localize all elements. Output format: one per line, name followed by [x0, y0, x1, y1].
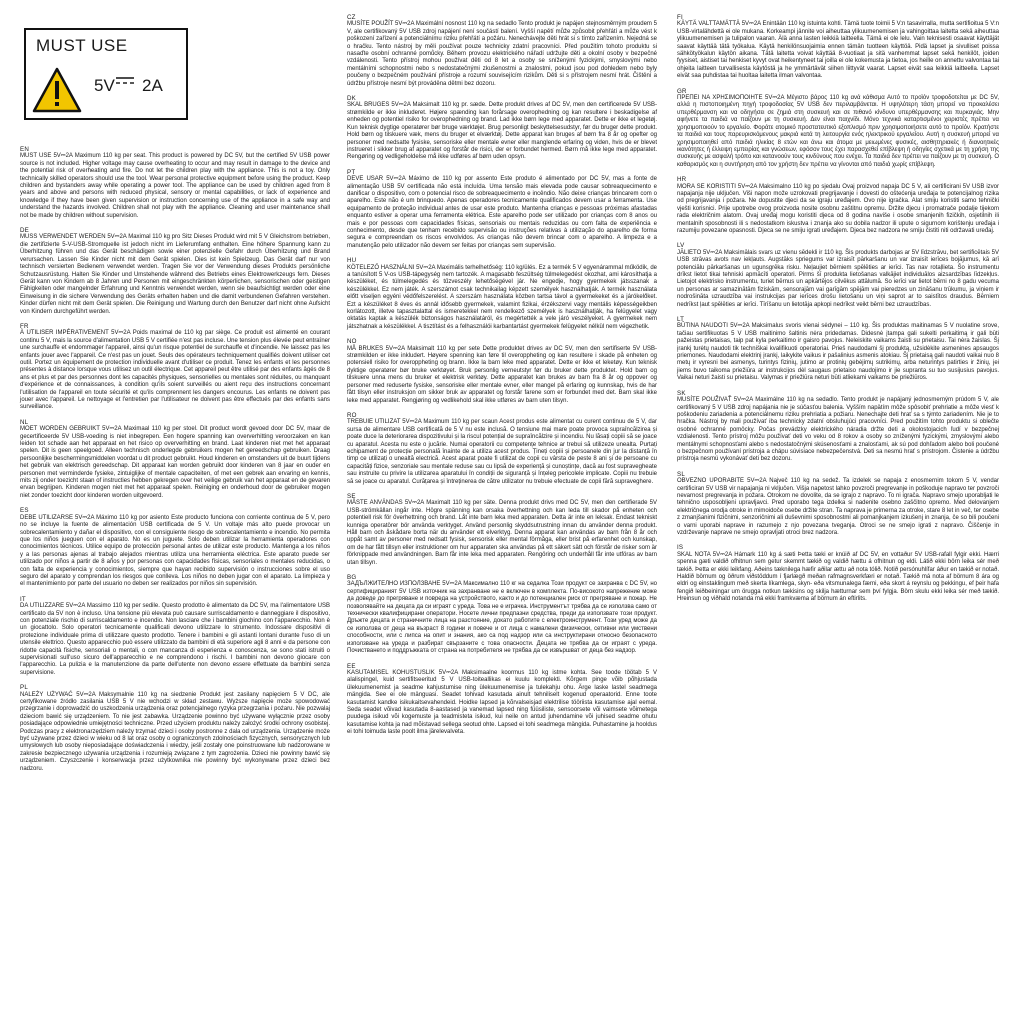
language-code: SK [677, 389, 686, 397]
language-code: PT [347, 168, 356, 176]
language-code: ES [20, 507, 29, 515]
warning-text: ΠΡΕΠΕΙ ΝΑ ΧΡΗΣΙΜΟΠΟΙΗΤΕ 5V⎓2A Μέγιστο βάρος 110 kg ανά κάθισμα Αυτό το προϊόν τροφοδοτείται με DC 5V, αλλά η πιστοποιημένη πηγή τροφοδοσίας 5V USB δεν περιλαμβάνεται. Η υψηλότερη τάση μπορεί να προκαλέσει υπερθέρμανση και να οδηγήσει σε ζημιά στη συσκευή και σε πιθανό κίνδυνο υπερθέρμανσης και πυρκαγιάς. Μην αφήνετε τα παιδιά να παίζουν με τη συσκευή. Δεν είναι παιχνίδι. Μόνο τεχνικά καταρτισμένοι χειριστές πρέπει να χρησιμοποιούν το εργαλείο. Φοράτε ατομικό προστατευτικό εξοπλισμό πριν χρησιμοποιήσετε αυτό το προϊόν. Κρατήστε τα παιδιά και τους παρευρισκόμενους μακριά κατά τη λειτουργία ενός ηλεκτρικού εργαλείου. Αυτή η συσκευή μπορεί να χρησιμοποιηθεί από παιδιά ηλικίας 8 ετών και άνω και άτομα με μειωμένες φυσικές, αισθητηριακές ή διανοητικές ικανότητες ή έλλειψη εμπειρίας και γνώσεων, εφόσον τους έχει παρασχεθεί επίβλεψη ή οδηγίες σχετικά με τη χρήση της συσκευής με ασφαλή τρόπο και κατανοούν τους κινδύνους που ενέχει. Τα παιδιά δεν πρέπει να παίζουν με τη συσκευή. Ο καθαρισμός και η συντήρηση από τον χρήστη δεν πρέπει να γίνονται από παιδιά χωρίς επίβλεψη. [677, 95, 1000, 168]
warning-text: TREBUIE UTILIZAT 5V⎓2A Maximum 110 kg per scaun Acest produs este alimentat cu curent continuu de 5 V, dar sursa de alimentare USB certificată de 5 V nu este inclusă. O tensiune mai mare poate provoca supraîncălzirea și poate duce la deteriorarea dispozitivului și la riscul potențial de supraîncălzire și incendiu. Nu lăsați copiii să se joace cu aparatul. Acesta nu este o jucărie. Numai operatorii cu competențe tehnice ar trebui să utilizeze unealta. Purtați echipament de protecție personală înainte de a utiliza acest produs. Țineți copiii și persoanele din jur la distanță în timp ce utilizați o unealtă electrică. Acest aparat poate fi utilizat de copii cu vârsta de peste 8 ani și de persoane cu capacități fizice, senzoriale sau mentale reduse sau cu lipsă de experiență și cunoștințe, dacă au fost supravegheate sau instruite cu privire la utilizarea aparatului în condiții de siguranță și înțeleg pericolele implicate. Copiii nu trebuie să se joace cu aparatul. Curățarea și întreținerea de către utilizator nu trebuie efectuate de copii fără supraveghere. [347, 419, 657, 485]
language-code: PL [20, 684, 28, 692]
warning-section-ro [347, 412, 657, 486]
language-code: GR [677, 87, 687, 95]
warning-text: DA UTILIZZARE 5V⎓2A Massimo 110 kg per sedile. Questo prodotto è alimentato da DC 5V, ma l'alimentatore USB certificato da 5V non è incluso. Una tensione più elevata può causare surriscaldamento e danneggiare il dispositivo, con potenziale rischio di surriscaldamento e incendio. Non lasciare che i bambini giochino con l'apparecchio. Non è un giocattolo. Solo operatori tecnicamente qualificati devono utilizzare lo strumento. Indossare dispositivi di protezione individuale prima di utilizzare questo prodotto. Tenere i bambini e gli astanti lontani durante l'uso di un utensile elettrico. Questo apparecchio può essere utilizzato da bambini di età superiore agli 8 anni e da persone con ridotte capacità fisiche, sensoriali o mentali, o con mancanza di esperienza e conoscenza, se sono stati istruiti o supervisionati sull'uso sicuro dell'apparecchio e ne comprendono i rischi. I bambini non devono giocare con l'apparecchio. La pulizia e la manutenzione da parte dell'utente non devono essere effettuate da bambini senza supervisione. [20, 603, 330, 676]
warning-text: OBVEZNO UPORABITE 5V⎓2A Največ 110 kg na sedež. Ta izdelek se napaja z enosmernim tokom 5 V, vendar certificiran 5V USB vir napajanja ni vključen. Višja napetost lahko povzroči pregrevanje in poškoduje napravo ter povzroči nevarnost pregrevanja in požara. Otrokom ne dovolite, da se igrajo z napravo. To ni igrača. Napravo smejo uporabljati le tehnično usposobljeni upravljavci. Pred uporabo tega izdelka si nadenite osebno zaščitno opremo. Med delovanjem električnega orodja otroke in mimoidoče osebe držite stran. Ta naprava je primerna za otroke, stare 8 let in več, ter osebe z zmanjšanimi fizičnimi, senzoričnimi ali duševnimi sposobnostmi ali pomanjkanjem izkušenj in znanja, če so bili poučeni o varni uporabi naprave in razumejo z njo povezana tveganja. Otroci se ne smejo igrati z napravo. Čiščenje in vzdrževanje naprave ne smejo opravljati otroci brez nadzora. [677, 478, 999, 536]
warning-section-sk [677, 390, 999, 464]
warning-text: SKAL NOTA 5V⎓2A Hámark 110 kg á sæti Þetta tæki er knúið af DC 5V, en vottaður 5V USB-rafall fylgir ekki. Hærri spenna gæti valdið ofhitnun sem getur skemmt tækið og valdið hættu á ofhitnun og eldi. Látið ekki börn leika sér með tækið. Þetta er ekki leikfang. Aðeins tæknilega hæfir aðilar ættu að nota tólið. Notið persónuhlífar áður en tækið er notað. Haldið börnum og öðrum viðstöddum í fjarlægð meðan rafmagnsverkfæri er notað. Tækið má nota af börnum 8 ára og eldri og einstaklingum með skerta líkamlega, skyn- eða vitsmunalega færni, eða skort á reynslu og þekkingu, ef þeir hafa fengið leiðbeiningar um örugga notkun tækisins og skilja hætturnar sem því fylgja. Börn skulu ekki leika sér með tækið. Hreinsun og viðhald notanda má ekki framkvæma af börnum án eftirlits. [677, 551, 999, 603]
warning-section-de [20, 227, 330, 316]
warning-section-hr [677, 176, 999, 235]
warning-section-gr [677, 88, 999, 169]
text-column-1 [20, 146, 330, 780]
warning-section-dk [347, 95, 657, 162]
language-code: HR [677, 176, 687, 184]
warning-section-se [347, 493, 657, 567]
language-code: EE [347, 662, 356, 670]
language-code: HU [347, 257, 357, 265]
warning-text: BŪTINA NAUDOTI 5V⎓2A Maksimalus svoris vienai sėdynei – 110 kg. Šis produktas maitinamas 5 V nuolatine srove, tačiau sertifikuotas 5 V USB maitinimo šaltinis nėra pridedamas. Didesnė įtampa gali sukelti perkaitimą ir gali būti pažeistas prietaisas, taip pat kyla perkaitimo ir gaisro pavojus. Neleiskite vaikams žaisti su prietaisu. Tai nėra žaislas. Šį įrankį turėtų naudoti tik techniškai kvalifikuoti operatoriai. Prieš naudodami šį produktą, užsidėkite asmenines apsaugos priemones. Naudodami elektrinį įrankį, laikykite vaikus ir pašalinius asmenis atokiau. Šį prietaisą gali naudoti vaikai nuo 8 metų ir vyresni bei asmenys, turintys fizinių, jutimo ar protinių gebėjimų sutrikimų, arba neturintys patirties ir žinių, jei jiems buvo taikoma priežiūra ar instrukcijos dėl saugaus prietaiso naudojimo ir jie supranta su tuo susijusius pavojus. Vaikai neturi žaisti su prietaisu. Valymas ir priežiūra neturi būti atliekami vaikams be priežiūros. [677, 323, 999, 382]
warning-text: KÄYTÄ VALTTAMÄTTÄ 5V⎓2A Enintään 110 kg istuinta kohti. Tämä tuote toimii 5 V:n tasavirralla, mutta sertifioitua 5 V:n USB-virtalähdettä ei ole mukana. Korkeampi jännite voi aiheuttaa ylikuumenemisen ja vahingoittaa laitetta sekä aiheuttaa ylikuumenemisen ja tulipalon vaaran. Älä anna lasten leikkiä laitteella. Tämä ei ole lelu. Vain teknisesti osaavat käyttäjät saavat käyttää tätä työkalua. Käytä henkilönsuojaimia ennen tämän tuotteen käyttöä. Pidä lapset ja sivulliset poissa sähkötyökalun käytön aikana. Tätä laitetta voivat käyttää 8-vuotiaat ja sitä vanhemmat lapset sekä henkilöt, joiden fyysiset, aistiset tai henkiset kyvyt ovat heikentyneet tai joilla ei ole kokemusta ja tietoa, jos heille on annettu valvontaa tai ohjeita laitteen turvallisesta käytöstä ja he ymmärtävät siihen liittyvät vaarat. Lapset eivät saa leikkiä laitteella. Lapset eivät saa puhdistaa tai huoltaa laitetta ilman valvontaa. [677, 21, 999, 80]
warning-text: MUST USE 5V⎓2A Maximum 110 kg per seat. This product is powered by DC 5V, but the certified 5V USB power source is not included. Higher voltage may cause overheating to occur and may result in damage to the device and the potential risk of overheating and fire. Do not let the children play with the appliance. This is not a toy. Only technically skilled operators should use the tool. Wear personal protective equipment before using the product. Keep children and bystanders away while operating a power tool. The appliance can be used by children aged from 8 years and above and persons with reduced physical, sensory or mental capabilities, or lack of experience and knowledge if they have been given supervision or instruction concerning use of the appliance in a safe way and understand the hazards involved. Children shall not play with the appliance. Cleaning and user maintenance shall not be made by children without supervision. [20, 153, 330, 219]
text-column-2 [347, 14, 657, 744]
warning-section-pl [20, 684, 330, 773]
warning-section-is [677, 544, 999, 603]
sign-current: 2A [142, 76, 163, 95]
warning-text: KASUTAMISEL KOHUSTUSLIK 5V⎓2A Maksimaalne koormus 110 kg istme kohta. See toode töötab 5 V alalispingel, kuid sertifitseeritud 5 V USB-toiteallikas ei kuulu komplekti. Kõrgem pinge võib põhjustada ülekuumenemist ja seadme kahjustumise ning ülekuumenemise ja tulekahju ohu. Ärge laske lastel seadmega mängida. See ei ole mänguasi. Seadet tohivad kasutada ainult tehniliselt kogenud operaatorid. Enne toote kasutamist kandke isikukaitsevahendeid. Hoidke lapsed ja kõrvalseisjad elektrilise tööriista kasutamise ajal eemal. Seda seadet võivad kasutada 8-aastased ja vanemad lapsed ning füüsiliste, sensoorsete või vaimsete võimetega puudega isikud või kogemuste ja teadmisteta isikud, kui neile on antud juhendamine või juhised seadme ohutu kasutamise kohta ja nad mõistavad sellega seotud ohte. Lapsed ei tohi seadmega mängida. Puhastamine ja hooldus ei tohi toimuda laste poolt ilma järelevalveta. [347, 669, 657, 736]
warning-section-cz [347, 14, 657, 88]
language-code: SL [677, 470, 685, 478]
warning-text: NALEŻY UŻYWAĆ 5V⎓2A Maksymalnie 110 kg na siedzenie Produkt jest zasilany napięciem 5 V DC, ale certyfikowane źródło zasilania USB 5 V nie wchodzi w skład zestawu. Wyższe napięcie może spowodować przegrzanie i doprowadzić do uszkodzenia urządzenia oraz potencjalnego ryzyka przegrzania i pożaru. Nie pozwalaj dzieciom bawić się urządzeniem. To nie jest zabawka. Urządzenie powinno być używane wyłącznie przez osoby posiadające odpowiednie umiejętności techniczne. Przed użyciem produktu należy założyć środki ochrony osobistej. Podczas pracy z elektronarzędziem należy trzymać dzieci i osoby postronne z dala od urządzenia. Urządzenie może być używane przez dzieci w wieku od 8 lat oraz osoby o ograniczonych zdolnościach fizycznych, sensorycznych lub umysłowych lub osoby nieposiadające doświadczenia i wiedzy, jeśli zostały one poinstruowane lub nadzorowane w zakresie bezpiecznego używania urządzenia i rozumieją związane z tym zagrożenia. Dzieci nie powinny bawić się urządzeniem. Czyszczenie i konserwacja przez użytkownika nie powinny być wykonywane przez dzieci bez nadzoru. [20, 691, 330, 772]
language-code: FR [20, 322, 29, 330]
warning-section-es [20, 507, 330, 588]
dc-symbol-icon [114, 74, 136, 86]
language-code: IT [20, 595, 26, 603]
language-code: RO [347, 411, 357, 419]
language-code: NL [20, 418, 29, 426]
warning-text: JĀLIETO 5V⎓2A Maksimālais svars uz vienu sēdekli ir 110 kg. Šis produkts darbojas ar 5V līdzstrāvu, bet sertificētais 5V USB strāvas avots nav iekļauts. Augstāks spriegums var izraisīt pārkaršanu un var izraisīt ierīces bojājumus, kā arī potenciālu pārkaršanas un ugunsgrēka risku. Neļaujiet bērniem spēlēties ar ierīci. Tas nav rotaļlieta. Šo instrumentu drīkst lietot tikai tehniski apmācīti operatori. Pirms šī produkta lietošanas valkājiet individuālos aizsardzības līdzekļus. Lietojot elektrisko instrumentu, turiet bērnus un apkārtējos cilvēkus attālumā. So ierīci var lietot bērni no 8 gadu vecuma un personas ar samazinātām fiziskām, sensorajām vai garīgām spējām vai pieredzes un zināšanu trūkumu, ja viņiem ir nodrošināta uzraudzība vai instrukcijas par ierīces drošu lietošanu un viņi saprot ar to saistītos draudus. Bērniem nedrīkst ļaut spēlēties ar ierīci. Tīrīšanu un lietotāja apkopi nedrīkst veikt bērni bez uzraudzības. [677, 249, 999, 308]
warning-text: MUSÍTE POUŽÍT 5V⎓2A Maximální nosnost 110 kg na sedadlo Tento produkt je napájen stejnosměrným proudem 5 V, ale certifikovaný 5V USB zdroj napájení není součástí balení. Vyšší napětí může způsobit přehřátí a může vést k poškození zařízení a potenciálnímu riziku přehřátí a požáru. Nenechávejte děti hrát si s tímto zařízením. Nejedná se o hračku. Tento nástroj by měli používat pouze technicky zdatní pracovníci. Před použitím tohoto produktu si nasaďte osobní ochranné pomůcky. Během provozu elektrického nářadí udržujte děti a okolní osoby v bezpečné vzdálenosti. Tento přístroj mohou používat děti od 8 let a osoby se sníženými fyzickými, smyslovými nebo mentálními schopnostmi nebo s nedostatečnými zkušenostmi a znalostmi, pokud jsou pod dohledem nebo byly poučeny o bezpečném používání přístroje a rozumí souvisejícím rizikům. Děti si s přístrojem nesmí hrát. Čištění a údržbu přístroje nesmí být prováděna dětmi bez dozoru. [347, 21, 657, 87]
language-code: IS [677, 544, 684, 552]
language-code: LT [677, 316, 685, 324]
warning-section-nl [20, 419, 330, 500]
text-column-3 [677, 14, 999, 611]
language-code: NO [347, 338, 357, 346]
warning-section-en [20, 146, 330, 220]
warning-section-sl [677, 471, 999, 538]
warning-text: MOET WORDEN GEBRUIKT 5V⎓2A Maximaal 110 kg per stoel. Dit product wordt gevoed door DC 5V, maar de gecertificeerde 5V USB-voeding is niet inbegrepen. Een hogere spanning kan oververhitting veroorzaken en kan leiden tot schade aan het apparaat en het risico op oververhitting en brand. Laat kinderen niet met het apparaat spelen. Dit is geen speelgoed. Alleen technisch onderlegde gebruikers mogen het gereedschap gebruiken. Draag persoonlijke beschermingsmiddelen voordat u dit product gebruikt. Houd kinderen en omstanders uit de buurt tijdens het gebruik van elektrisch gereedschap. Dit apparaat kan worden gebruikt door kinderen van 8 jaar en ouder en personen met verminderde fysieke, zintuiglijke of mentale capaciteiten, of met een gebrek aan ervaring en kennis, mits zij onder toezicht staan of instructies hebben gekregen over het veilige gebruik van het apparaat en de gevaren ervan begrijpen. Kinderen mogen niet met het apparaat spelen. Reiniging en onderhoud door de gebruiker mogen niet zonder toezicht door kinderen worden uitgevoerd. [20, 426, 330, 499]
warning-section-hu [347, 257, 657, 331]
warning-text: À UTILISER IMPÉRATIVEMENT 5V⎓2A Poids maximal de 110 kg par siège. Ce produit est alimenté en courant continu 5 V, mais la source d'alimentation USB 5 V certifiée n'est pas incluse. Une tension plus élevée peut entraîner une surchauffe et endommager l'appareil, ainsi qu'un risque potentiel de surchauffe et d'incendie. Ne laissez pas les enfants jouer avec l'appareil. Ce n'est pas un jouet. Seuls des opérateurs techniquement qualifiés doivent utiliser cet outil. Portez un équipement de protection individuelle avant d'utiliser ce produit. Tenez les enfants et les personnes présentes à distance lorsque vous utilisez un outil électrique. Cet appareil peut être utilisé par des enfants âgés de 8 ans et plus et par des personnes dont les capacités physiques, sensorielles ou mentales sont réduites, ou manquant d'expérience et de connaissances, à condition qu'ils soient surveillés ou aient reçu des instructions concernant l'utilisation de l'appareil en toute sécurité et qu'ils comprennent les dangers encourus. Les enfants ne doivent pas jouer avec l'appareil. Le nettoyage et l'entretien par l'utilisateur ne doivent pas être effectués par des enfants sans surveillance. [20, 330, 330, 411]
language-code: DK [347, 95, 356, 103]
warning-text: SKAL BRUGES 5V⎓2A Maksimalt 110 kg pr. sæde. Dette produkt drives af DC 5V, men den certificerede 5V USB-strømkilde er ikke inkluderet. Højere spænding kan forårsage overophedning og kan resultere i beskadigelse af enheden og potentiel risiko for overophedning og brand. Lad ikke børn lege med apparatet. Dette er ikke et legetøj. Kun teknisk dygtige operatører bør bruge værktøjet. Brug personligt beskyttelsesudstyr, før du bruger dette produkt. Hold børn og tilskuere væk, mens du bruger et elværktøj. Dette apparat kan bruges af børn fra 8 år og opefter og personer med nedsatte fysiske, sensoriske eller mentale evner eller manglende erfaring og viden, hvis de er blevet instrueret i sikker brug af apparatet og forstår de risici, der er forbundet hermed. Børn må ikke lege med apparatet. Rengøring og vedligeholdelse må ikke udføres af børn uden opsyn. [347, 102, 657, 161]
warning-text: KÖTELEZŐ HASZNÁLNI 5V⎓2A Maximális terhelhetőség: 110 kg/ülés. Ez a termék 5 V egyenárammal működik, de a tanúsított 5 V-os USB-tápegység nem tartozék. A magasabb feszültség túlmelegedést okozhat, ami károsíthatja a készüléket, és túlmelegedés és tűzveszély lehetőségével jár. Ne engedje, hogy gyermekek játsszanak a készülékkel. Ez nem játék. A szerszámot csak technikailag képzett személyek használhatják. A termék használata előtt viseljen egyéni védőfelszerelést. A szerszám használata közben tartsa távol a gyermekeket és a járókelőket. Ezt a készüléket 8 éves és annál idősebb gyermekek, valamint fizikai, érzékszervi vagy mentális képességeikben korlátozott, illetve tapasztalattal és ismeretekkel nem rendelkező személyek is használhatják, ha felügyelet vagy oktatás kaptak a készülék biztonságos használatáról, és megértették a vele járó veszélyeket. A gyermekek nem játszhatnak a készülékkel. A tisztítást és a felhasználói karbantartást gyermekek felügyelet nélkül nem végezhetik. [347, 264, 657, 330]
warning-section-pt [347, 169, 657, 250]
language-code: DE [20, 227, 29, 235]
warning-triangle-icon [32, 66, 82, 114]
warning-text: MUSS VERWENDET WERDEN 5V⎓2A Maximal 110 kg pro Sitz Dieses Produkt wird mit 5 V Gleichstrom betrieben, die zertifizierte 5-V-USB-Stromquelle ist jedoch nicht im Lieferumfang enthalten. Eine höhere Spannung kann zu Überhitzung führen und das Gerät beschädigen sowie einer potenzielle Gefahr durch Überhitzung und Brand verursachen. Lassen Sie Kinder nicht mit dem Gerät spielen. Dies ist kein Spielzeug. Das Gerät darf nur von technisch versierten Bedienern verwendet werden. Tragen Sie vor der Verwendung dieses Produkts persönliche Schutzausrüstung. Halten Sie Kinder und Umstehende während des Betriebs eines Elektrowerkzeugs fern. Dieses Gerät kann von Kindern ab 8 Jahren und Personen mit eingeschränkten körperlichen, sensorischen oder geistigen Fähigkeiten oder mangelnder Erfahrung und Kenntnis verwendet werden, wenn sie beaufsichtigt werden oder eine Einweisung in die sichere Verwendung des Geräts erhalten haben und die damit verbundenen Gefahren verstehen. Kinder dürfen nicht mit dem Gerät spielen. Die Reinigung und Wartung durch den Benutzer darf nicht ohne Aufsicht von Kindern durchgeführt werden. [20, 234, 330, 315]
warning-text: MORA SE KORISTITI 5V⎓2A Maksimalno 110 kg po sjedalu Ovaj proizvod napaja DC 5 V, ali certificirani 5V USB izvor napajanja nije uključen. Viši napon može uzrokovati pregrijavanje i dovesti do oštećenja uređaja te potencijalnog rizika od pregrijavanja i požara. Ne dopustite djeci da se igraju uređajem. Ovo nije igračka. Alat smiju koristiti samo tehnički vješti korisnici. Prije upotrebe ovog proizvoda nosite osobnu zaštitnu opremu. Držite djecu i promatrače podalje tijekom rada električnim alatom. Ovaj uređaj mogu koristiti djeca od 8 godina naviše i osobe smanjenih fizičkih, osjetilnih ili mentalnih sposobnosti ili s nedostatkom iskustva i znanja ako su dobila nadzor ili upute o sigurnom korištenju uređaja i razumiju povezane opasnosti. Djeca se ne smiju igrati uređajem. Djeca bez nadzora ne smiju čistiti niti održavati uređaj. [677, 183, 999, 234]
sign-title: MUST USE [36, 36, 128, 55]
warning-text: MUSÍTE POUŽIVAŤ 5V⎓2A Maximálne 110 kg na sedadlo. Tento produkt je napájaný jednosmerným prúdom 5 V, ale certifikovaný 5 V USB zdroj napájania nie je súčasťou balenia. Vyšším napätím môže spôsobiť prehriatie a môže viesť k poškodeniu zariadenia a potenciálnemu riziku prehriatia a požiaru. Nenechajte deti hrať sa s týmto zariadením. Nie je to hračka. Nástroj by mali používať iba technicky zdatní obsluhujúci pracovníci. Pred použitím tohto produktu si oblečte osobné ochranné pomôcky. Počas prevádzky elektrického náradia držte deti a okolostojacich ľudí v bezpečnej vzdialenosti. Tento prístroj môžu používať deti vo veku od 8 rokov a osoby so zníženými fyzickými, zmyslovými alebo mentálnymi schopnosťami alebo s nedostatočnými skúsenosťami a znalosťami, ak sú pod dohľadom alebo boli poučené o bezpečnom používaní prístroja a chápu súvisiace nebezpečenstvá. Deti sa nesmú hrať s prístrojom. Čistenie a údržbu prístroja nesmú vykonávať deti bez dozoru. [677, 397, 999, 463]
warning-section-no [347, 338, 657, 405]
language-code: LV [677, 242, 685, 250]
sign-voltage: 5V [94, 76, 115, 95]
language-code: SE [347, 492, 356, 500]
warning-text: DEBE UTILIZARSE 5V⎓2A Máximo 110 kg por asiento Este producto funciona con corriente continua de 5 V, pero no se incluye la fuente de alimentación USB certificada de 5 V. Un voltaje más alto puede provocar un sobrecalentamiento y dañar el dispositivo, con el consiguiente riesgo de sobrecalentamiento e incendio. No permita que los niños jueguen con el aparato. No es un juguete. Solo deben utilizar la herramienta operadores con conocimientos técnicos. Utilice equipo de protección personal antes de utilizar este producto. Mantenga a los niños y a las personas ajenas al trabajo alejados mientras utiliza una herramienta eléctrica. Este aparato puede ser utilizado por niños a partir de 8 años y por personas con capacidades físicas, sensoriales o mentales reducidas, o con falta de experiencia y conocimientos, siempre que hayan recibido supervisión o instrucciones sobre el uso seguro del aparato y comprendan los riesgos que conlleva. Los niños no deben jugar con el aparato. La limpieza y el mantenimiento por parte del usuario no deben ser realizados por niños sin supervisión. [20, 514, 330, 588]
warning-text: DEVE USAR 5V⎓2A Máximo de 110 kg por assento Este produto é alimentado por DC 5V, mas a fonte de alimentação USB 5V certificada não está incluída. Uma tensão mais elevada pode causar sobreaquecimento e danificar o dispositivo, com o potencial risco de sobreaquecimento e incêndio. Não deixe crianças brincarem com o aparelho. Este não é um brinquedo. Apenas operadores tecnicamente qualificados devem usar a ferramenta. Use equipamento de proteção individual antes de usar este produto. Mantenha crianças e pessoas próximas afastadas enquanto estiver a operar uma ferramenta elétrica. Este aparelho pode ser utilizado por crianças com 8 anos ou mais e por pessoas com capacidades físicas, sensoriais ou mentais reduzidas ou com falta de experiência e conhecimento, desde que tenham recebido supervisão ou instruções relativas à utilização do aparelho de forma segura e compreendam os riscos envolvidos. As crianças não devem brincar com o aparelho. A limpeza e a manutenção pelo utilizador não devem ser feitas por crianças sem supervisão. [347, 176, 657, 249]
warning-section-fi [677, 14, 999, 81]
language-code: CZ [347, 14, 356, 21]
warning-section-bg [347, 574, 657, 655]
language-code: FI [677, 14, 683, 21]
language-code: BG [347, 574, 357, 582]
language-code: EN [20, 146, 29, 153]
warning-text: MÅSTE ANVÄNDAS 5V⎓2A Maximalt 110 kg per säte. Denna produkt drivs med DC 5V, men den certifierade 5V USB-strömkällan ingår inte. Högre spänning kan orsaka överhettning och kan leda till skador på enheten och potentiell risk för överhettning och brand. Låt inte barn leka med apparaten. Detta är inte en leksak. Endast tekniskt kunniga operatörer bör använda verktyget. Använd personlig skyddsutrustning innan du använder denna produkt. Håll barn och åskådare borta när du använder ett elverktyg. Denna apparat kan användas av barn från 8 år och uppåt samt av personer med nedsatt fysisk, sensorisk eller mental förmåga, eller brist på erfarenhet och kunskap, om de har fått tillsyn eller instruktioner om hur apparaten ska användas på ett säkert sätt och förstår de risker som är förknippade med användningen. Barn får inte leka med apparaten. Rengöring och underhåll får inte utföras av barn utan tillsyn. [347, 500, 657, 566]
warning-section-lt [677, 316, 999, 383]
warning-text: MÅ BRUKES 5V⎓2A Maksimalt 110 kg per sete Dette produktet drives av DC 5V, men den sertifiserte 5V USB-strømkilden er ikke inkludert. Høyere spenning kan føre til overoppheting og kan resultere i skade på enheten og potensiell risiko for overoppheting og brann. Ikke la barn leke med apparatet. Dette er ikke et leketøy. Kun teknisk dyktige operatører bør bruke verktøyet. Bruk personlig verneutstyr før du bruker dette produktet. Hold barn og tilskuere unna mens du bruker et elektrisk verktøy. Dette apparatet kan brukes av barn fra 8 år og oppover og personer med reduserte fysiske, sensoriske eller mentale evner, eller mangel på erfaring og kunnskap, hvis de har fått tilsyn eller instruksjon om sikker bruk av apparatet og forstår farene som er forbundet med det. Barn skal ikke leke med apparatet. Rengjøring og vedlikehold skal ikke utføres av barn uten tilsyn. [347, 345, 657, 404]
must-use-label-box [24, 28, 188, 120]
warning-section-lv [677, 242, 999, 309]
warning-section-ee [347, 663, 657, 737]
warning-text: ЗАДЪЛЖИТЕЛНО ИЗПОЛЗВАНЕ 5V⎓2A Максимално 110 кг на седалка Този продукт се захранва с DC 5V, но сертифицираният 5V USB източник на захранване не е включен в комплекта. По-високото напрежение може да доведе до прегряване и повреда на устройството, както и до потенциален риск от прегряване и пожар. Не позволявайте на децата да си играят с уреда. Това не е играчка. Инструментът трябва да се използва само от технически квалифицирани оператори. Носете лични предпазни средства, преди да използвате този продукт. Дръжте децата и страничните лица на разстояние, докато работите с електроинструмент. Този уред може да се използва от деца на възраст 8 години и повече и от лица с намалени физически, сетивни или умствени способности, или с липса на опит и знания, ако са под надзор или са инструктирани относно безопасното използване на уреда и разбират свързаните с това опасности. Децата не трябва да си играят с уреда. Почистването и поддръжката от страна на потребителя не трябва да се извършват от деца без надзор. [347, 581, 657, 655]
warning-section-it [20, 596, 330, 677]
warning-section-fr [20, 323, 330, 412]
